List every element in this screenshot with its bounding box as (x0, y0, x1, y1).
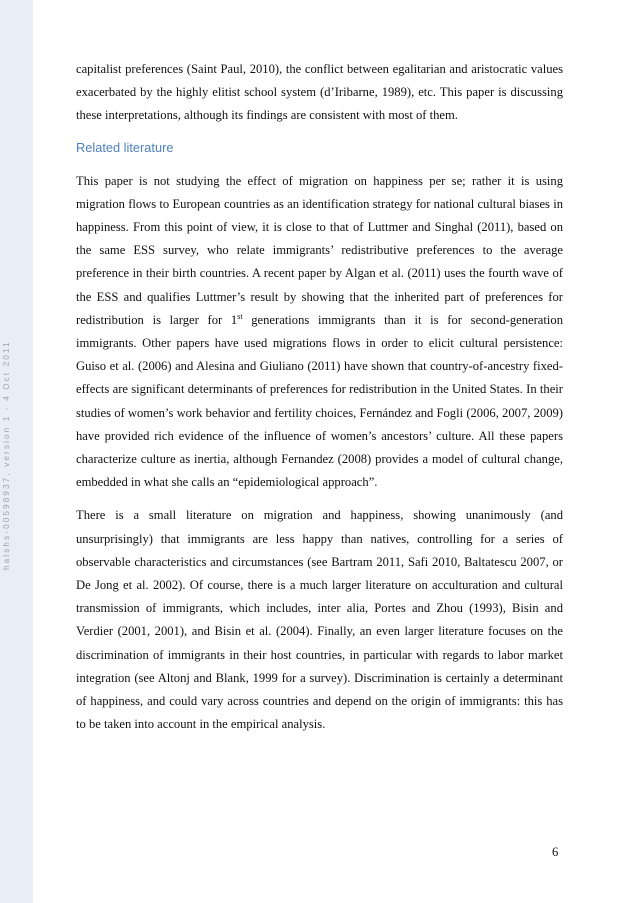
paragraph-1: capitalist preferences (Saint Paul, 2010), the conflict between egalitarian and aristocratic values exacerbated by the highly elitist school system (d’Iribarne, 1989), etc. This paper is discussing these interpretations, although its findings are consistent with most of them. (76, 62, 563, 123)
paragraph-2-part-2: generations immigrants than it is for second-generation immigrants. Other papers have used migrations flows in order to elicit cultural persistence: Guiso et al. (2006) and Alesina and Giuliano (2011) have shown that country-of-ancestry fixed-effects are significant determinants of preferences for redistribution in the United States. In their studies of women’s work behavior and fertility choices, Fernández and Fogli (2006, 2007, 2009) have provided rich evidence of the influence of women’s ancestors’ culture. All these papers characterize culture as inertia, although Fernandez (2008) provides a model of cultural change, embedded in what she calls an “epidemiological approach”. (76, 312, 563, 490)
paragraph-2 (76, 170, 563, 495)
hal-identifier: halshs-00598937, version 1 - 4 Oct 2011 (2, 340, 11, 570)
superscript-st: st (237, 311, 243, 321)
page-number: 6 (552, 845, 559, 859)
page-content (76, 58, 563, 736)
side-strip (0, 0, 33, 903)
section-heading: Related literature (76, 139, 174, 155)
paragraph-3: There is a small literature on migration and happiness, showing unanimously (and unsurprisingly) that immigrants are less happy than natives, controlling for a series of observable characteristics and circumstances (see Bartram 2011, Safi 2010, Baltatescu 2007, or De Jong et al. 2002). Of course, there is a much larger literature on acculturation and cultural transmission of immigrants, which includes, inter alia, Portes and Zhou (1993), Bisin and Verdier (2001, 2001), and Bisin et al. (2004). Finally, an even larger literature focuses on the discrimination of immigrants in their host countries, in particular with regards to labor market integration (see Altonj and Blank, 1999 for a survey). Discrimination is certainly a determinant of happiness, and could vary across countries and depend on the origin of immigrants: this has to be taken into account in the empirical analysis. (76, 508, 563, 732)
paragraph-2-part-1: This paper is not studying the effect of migration on happiness per se; rather it is using migration flows to European countries as an identification strategy for national cultural biases in happiness. From this point of view, it is close to that of Luttmer and Singhal (2011), based on the same ESS survey, who relate immigrants’ redistributive preferences to the average preference in their birth countries. A recent paper by Algan et al. (2011) uses the fourth wave of the ESS and qualifies Luttmer’s result by showing that the inherited part of preferences for redistribution is larger for 1 (76, 173, 563, 327)
